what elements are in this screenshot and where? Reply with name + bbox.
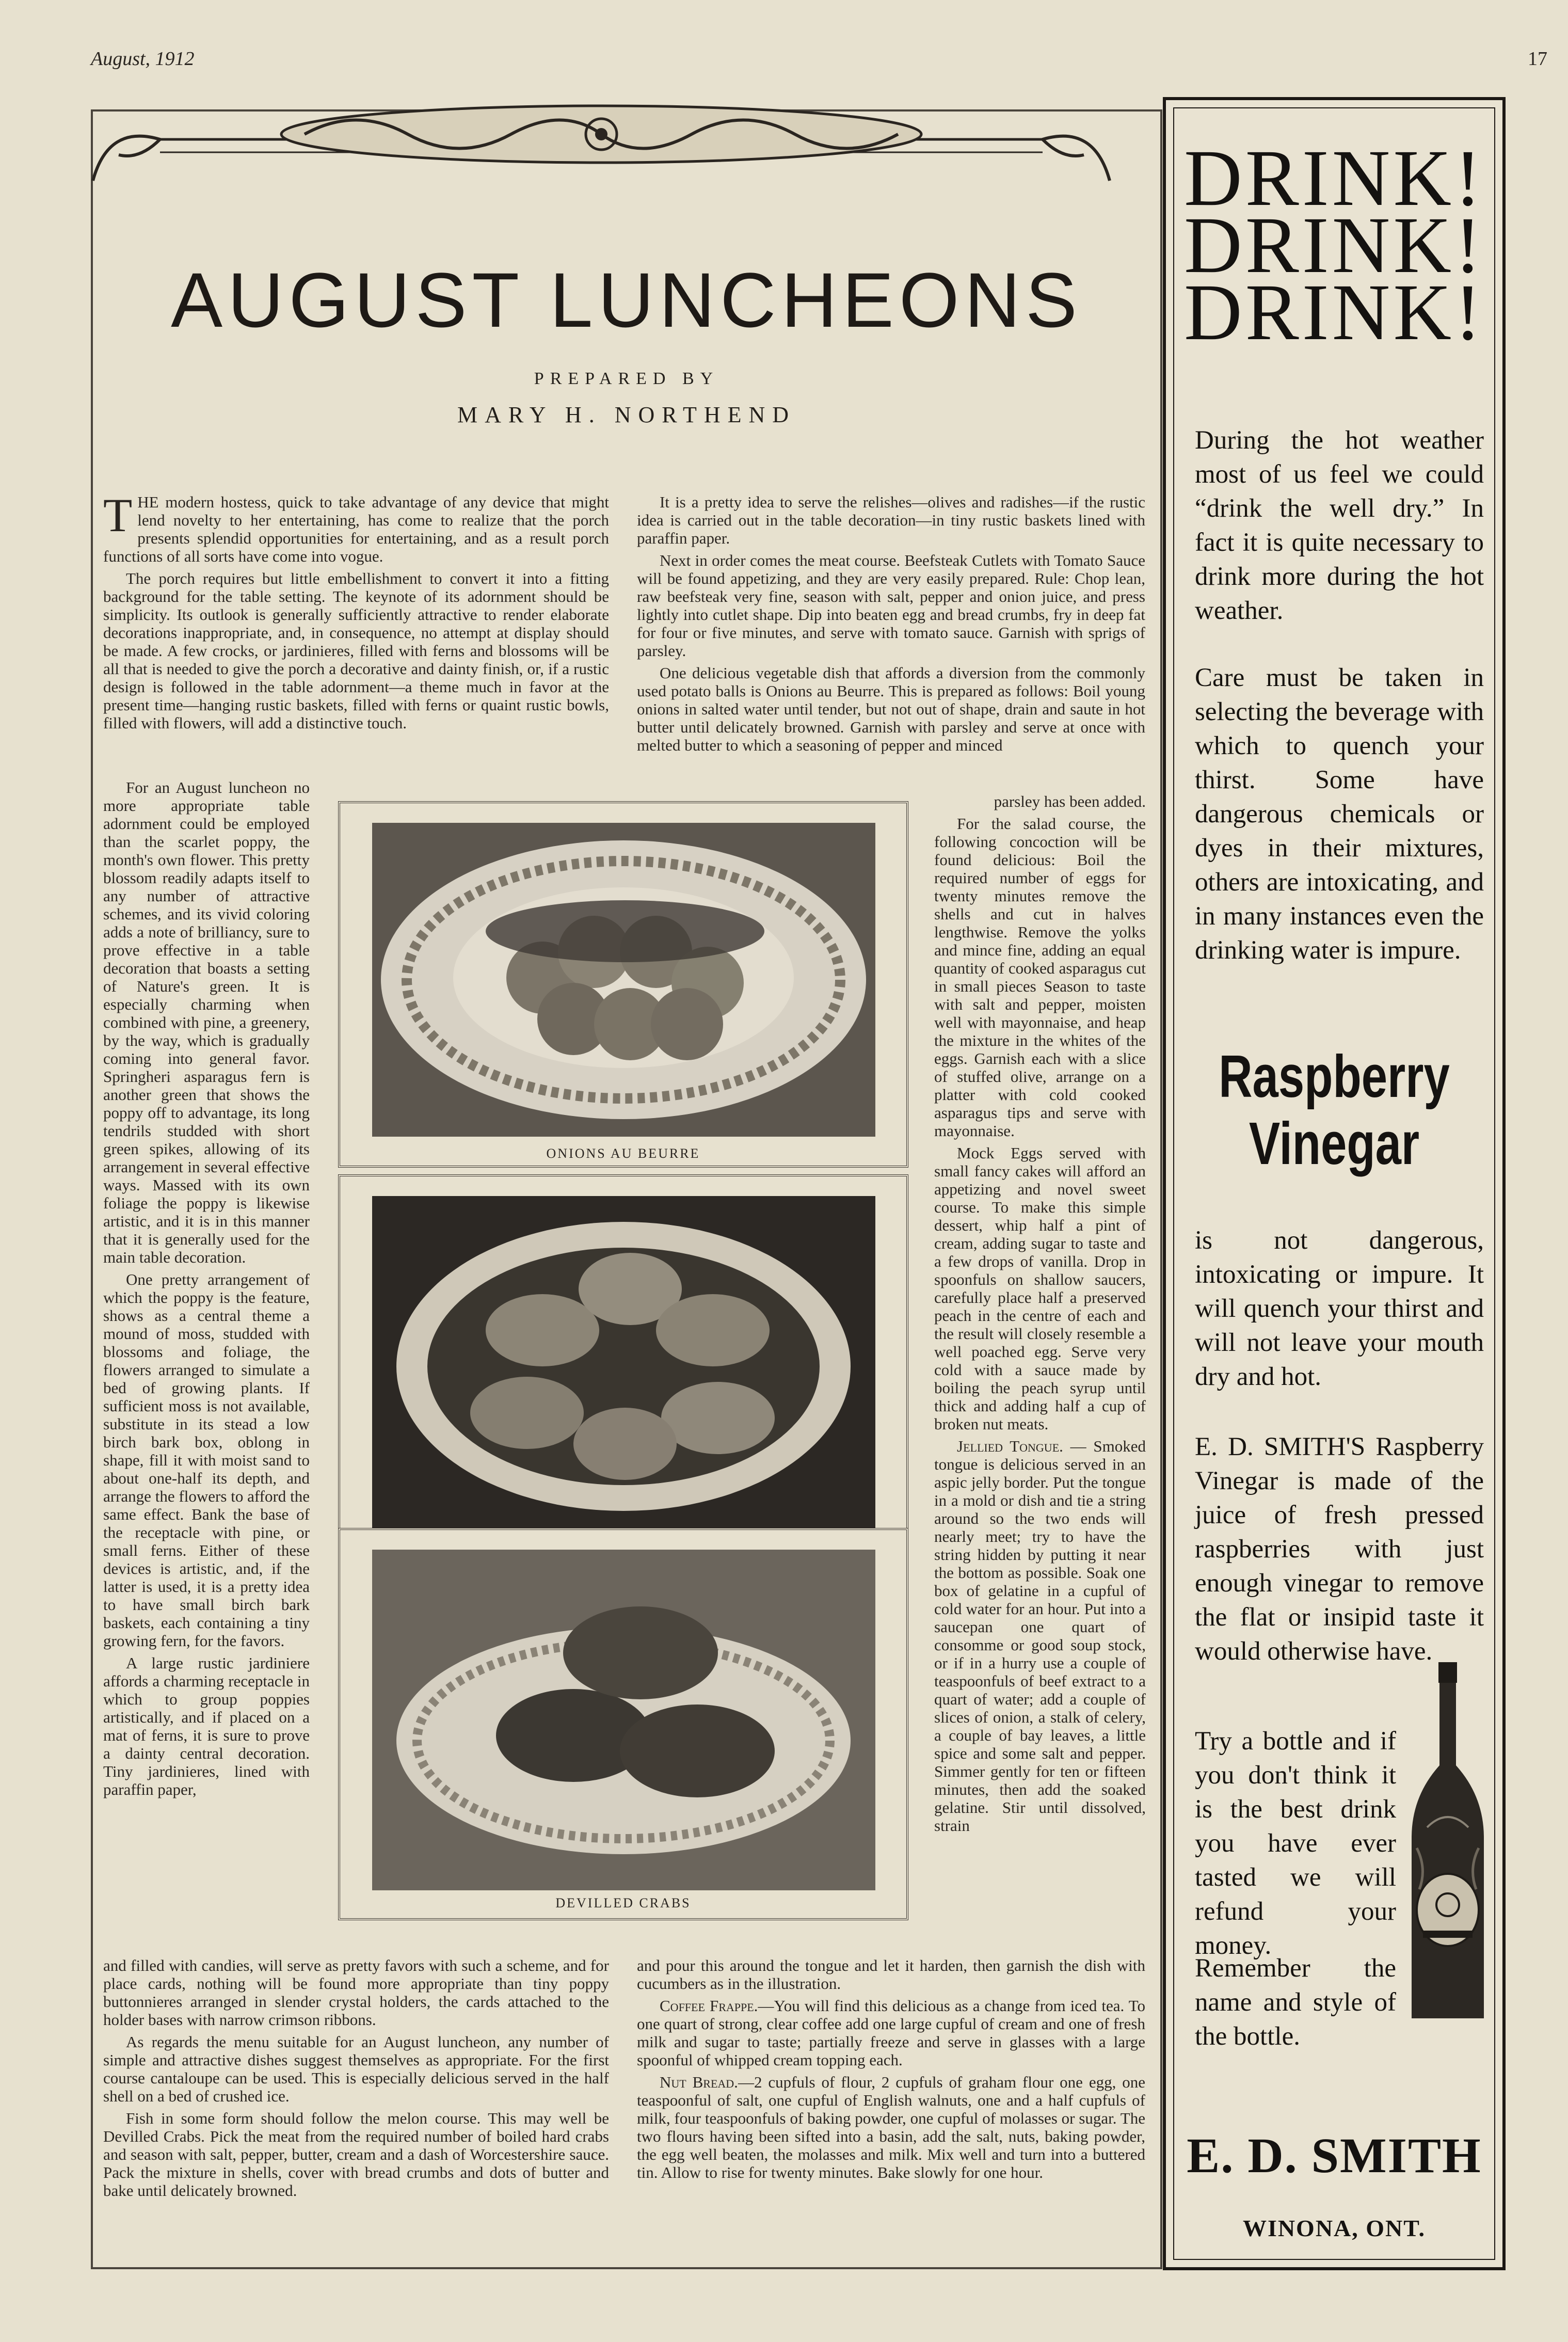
- article-column-right-bottom: [637, 1956, 1145, 2186]
- recipe-heading: Coffee Frappe.: [660, 1997, 758, 2015]
- photo-image: [372, 1550, 875, 1890]
- photo-caption: DEVILLED CRABS: [555, 1895, 691, 1910]
- vinegar-bottle-icon: [1396, 1662, 1499, 2024]
- paragraph: parsley has been added.: [994, 792, 1146, 810]
- ornamental-header-scroll: [88, 103, 1115, 196]
- article-column-left-bottom: [103, 1956, 609, 2204]
- recipe-heading: Jellied Tongue.: [957, 1437, 1063, 1455]
- raspberry-vinegar-advertisement: [1163, 97, 1506, 2270]
- article-title: AUGUST LUNCHEONS: [171, 257, 1082, 343]
- paragraph: Fish in some form should follow the melon course. This may well be Devilled Crabs. Pick the meat from the required number of boiled hard crabs and season with salt, pepper, butter, cream and a dash of Worcestershire sauce. Pack the mixture in shells, cover with bread crumbs and dots of butter and bake until delicately browned.: [103, 2109, 609, 2200]
- ad-paragraph: E. D. SMITH'S Raspberry Vinegar is made of the juice of fresh pressed raspberries with just enough vinegar to remove the flat or insipid taste it would otherwise have.: [1195, 1432, 1484, 1666]
- recipe-text: — Smoked tongue is delicious served in an aspic jelly border. Put the tongue in a mold or dish and tie a string around so the two ends will nearly meet; try to have the string hidden by putting it near the bottom as possible. Soak one box of gelatine in a cupful of cold water for an hour. Put into a saucepan one quart of consomme or good soup stock, or if in a hurry use a couple of teaspoonfuls of beef extract to a quart of water; add a couple of slices of onion, a stalk of celery, a couple of bay leaves, a little spice and some salt and pepper. Simmer gently for ten or fifteen minutes, then add the soaked gelatine. Stir until dissolved, strain: [934, 1437, 1146, 1835]
- prepared-by-label: PREPARED BY: [534, 369, 719, 388]
- ad-paragraph: is not dangerous, intoxicating or impure. It will quench your thirst and will not leave your mouth dry and hot.: [1195, 1226, 1484, 1391]
- recipe-text: —2 cupfuls of flour, 2 cupfuls of graham flour one egg, one teaspoonful of salt, one cupful of English walnuts, one and a half cupfuls of milk, four teaspoonfuls of baking powder, one cupful of molasses or sugar. The two flours having been sifted into a basin, add the salt, nuts, baking powder, the egg well beaten, the molasses and milk. Mix well and turn into a buttered tin. Allow to rise for twenty minutes. Bake slowly for one hour.: [637, 2073, 1145, 2181]
- author-name: MARY H. NORTHEND: [457, 402, 796, 427]
- paragraph: One delicious vegetable dish that affords a diversion from the commonly used potato balls is Onions au Beurre. This is prepared as follows: Boil young onions in salted water until tender, but not out of shape, drain and saute in hot butter until delicately browned. Garnish with parsley and serve at once with melted butter to which a seasoning of pepper and minced: [637, 664, 1145, 754]
- recipe-heading: Nut Bread.: [660, 2073, 738, 2091]
- paragraph: It is a pretty idea to serve the relishes—olives and radishes—if the rustic idea is carried out in the table decoration—in tiny rustic baskets lined with paraffin paper.: [637, 493, 1145, 547]
- paragraph: A large rustic jardiniere affords a charming receptacle in which to group poppies artistically, and if placed on a mat of ferns, it is sure to prove a dainty central decoration. Tiny jardinieres, lined with paraffin paper,: [103, 1654, 310, 1798]
- ad-product-name-line: Vinegar: [1249, 1110, 1420, 1177]
- drop-cap: T: [103, 489, 133, 541]
- photo-onions-au-beurre: [338, 801, 908, 1168]
- paragraph: As regards the menu suitable for an August luncheon, any number of simple and attractive dishes suggest themselves as appropriate. For the first course cantaloupe can be used. This is especially delicious served in the half shell on a bed of crushed ice.: [103, 2033, 609, 2105]
- intro-text: HE modern hostess, quick to take advantage of any device that might lend novelty to her entertaining, has come to realize that the porch presents splendid opportunities for entertaining, and as a result porch functions of all sorts have come into vogue.: [103, 493, 609, 565]
- article-column-right-top: [637, 493, 1145, 758]
- ad-company-location: WINONA, ONT.: [1242, 2215, 1426, 2241]
- onions-platter-illustration: [372, 823, 875, 1137]
- page-number: 17: [1528, 48, 1547, 70]
- cutlets-platter-illustration: [372, 1196, 875, 1532]
- crabs-plate-illustration: [372, 1550, 875, 1890]
- paragraph: [637, 1997, 1145, 2069]
- ad-paragraph: Care must be taken in selecting the beverage with which to quench your thirst. Some have dangerous chemicals or dyes in their mixtures, others are intoxicating, and in many instances even the drinking water is impure.: [1195, 663, 1484, 965]
- paragraph: Mock Eggs served with small fancy cakes will afford an appetizing and novel sweet course. To make this simple dessert, whip half a pint of cream, adding sugar to taste and a few drops of vanilla. Drop in spoonfuls on shallow saucers, carefully place half a preserved peach in the centre of each and the result will closely resemble a well poached egg. Serve very cold with a sauce made by boiling the peach syrup until thick and adding half a cup of broken nut meats.: [934, 1144, 1146, 1433]
- running-head-date: August, 1912: [91, 48, 195, 70]
- paragraph: [934, 1437, 1146, 1835]
- article-column-left-narrow: [103, 778, 310, 1803]
- paragraph: and pour this around the tongue and let it harden, then garnish the dish with cucumbers as in the illustration.: [637, 1956, 1145, 1993]
- recipe-text: —You will find this delicious as a change from iced tea. To one quart of strong, clear coffee add one large cupful of cream and one of fresh milk and sugar to taste; partially freeze and serve in glasses with a large spoonful of whipped cream topping each.: [637, 1997, 1146, 2069]
- paragraph: and filled with candies, will serve as pretty favors with such a scheme, and for place cards, nothing will be found more appropriate than tiny poppy buttonnieres arranged in slender crystal holders, the cards attached to the holder bases with narrow crimson ribbons.: [103, 1956, 609, 2029]
- paragraph: [637, 2073, 1145, 2181]
- ad-paragraph: Try a bottle and if you don't think it is the best drink you have ever tasted we will refund your money.: [1195, 1727, 1396, 1960]
- photo-beefsteak-cutlets: [338, 1174, 908, 1564]
- ad-inner-border: [1173, 107, 1495, 2260]
- photo-devilled-crabs: [338, 1528, 908, 1920]
- intro-paragraph: [103, 489, 609, 565]
- article-column-right-narrow: [934, 792, 1146, 1839]
- ad-product-name-line: Raspberry: [1219, 1043, 1450, 1110]
- paragraph: The porch requires but little embellishment to convert it into a fitting background for the table setting. The keynote of its adornment should be simplicity. Its outlook is generally sufficiently attractive to render elaborate decorations inappropriate, and, in consequence, no attempt at display should be made. A few crocks, or jardinieres, filled with ferns and blossoms will be all that is needed to give the porch a decorative and dainty finish, or, if a rustic design is followed in the table adornment—a theme much in favor at the present time—hanging rustic baskets, filled with ferns or quaint rustic bowls, filled with flowers, will add a distinctive touch.: [103, 569, 609, 732]
- article-column-left-top: [103, 489, 609, 736]
- ad-headline-line: DRINK!: [1184, 200, 1484, 290]
- paragraph: One pretty arrangement of which the poppy is the feature, shows as a central theme a mound of moss, studded with blossoms and foliage, the flowers arranged to simulate a bed of growing plants. If sufficient moss is not available, substitute in its stead a low birch bark box, oblong in shape, fill it with moist sand to about one-half its depth, and arrange the flowers to afford the same effect. Bank the base of the receptacle with pine, or small ferns. Either of these devices is artistic, and, if the latter is used, it is a pretty idea to have small birch bark baskets, each containing a tiny growing fern, for the favors.: [103, 1270, 310, 1650]
- ad-paragraph: During the hot weather most of us feel we could “drink the well dry.” In fact it is quite necessary to drink more during the hot weather.: [1195, 426, 1484, 625]
- ad-headline-line: DRINK!: [1184, 133, 1484, 222]
- photo-image: [372, 823, 875, 1137]
- paragraph: Next in order comes the meat course. Beefsteak Cutlets with Tomato Sauce will be found appetizing, and they are very easily prepared. Rule: Chop lean, raw beefsteak very fine, season with salt, pepper and onion juice, and press lightly into cutlet shape. Dip into beaten egg and bread crumbs, fry in deep fat for four or five minutes, and serve with tomato sauce. Garnish with sprigs of parsley.: [637, 551, 1145, 660]
- photo-caption: ONIONS AU BEURRE: [546, 1146, 700, 1161]
- paragraph: For an August luncheon no more appropriate table adornment could be employed than the scarlet poppy, the month's own flower. This pretty blossom readily adapts itself to any number of attractive schemes, and its vivid coloring adds a note of brilliancy, sure to prove effective in a table decoration that boasts a setting of Nature's green. It is especially charming when combined with pine, a greenery, by the way, which is gradually coming into general favor. Springheri asparagus fern is another green that shows the poppy off to advantage, its long tendrils studded with short green spikes, allowing of its arrangement in several effective ways. Massed with its own foliage the poppy is likewise artistic, and it is in this manner that it is generally used for the main table decoration.: [103, 778, 310, 1266]
- ad-headline-line: DRINK!: [1184, 267, 1484, 357]
- photo-image: [372, 1196, 875, 1532]
- ad-company-name: E. D. SMITH: [1187, 2128, 1482, 2183]
- ad-paragraph: Remember the name and style of the bottle.: [1195, 1954, 1396, 2051]
- paragraph: For the salad course, the following concoction will be found delicious: Boil the required number of eggs for twenty minutes remove the shells and cut in halves lengthwise. Remove the yolks and mince fine, adding an equal quantity of cooked asparagus cut in small pieces Season to taste with salt and pepper, moisten well with mayonnaise, and heap the mixture in the whites of the eggs. Garnish each with a slice of stuffed olive, arrange on a platter with cold cooked asparagus tips and serve with mayonnaise.: [934, 815, 1146, 1140]
